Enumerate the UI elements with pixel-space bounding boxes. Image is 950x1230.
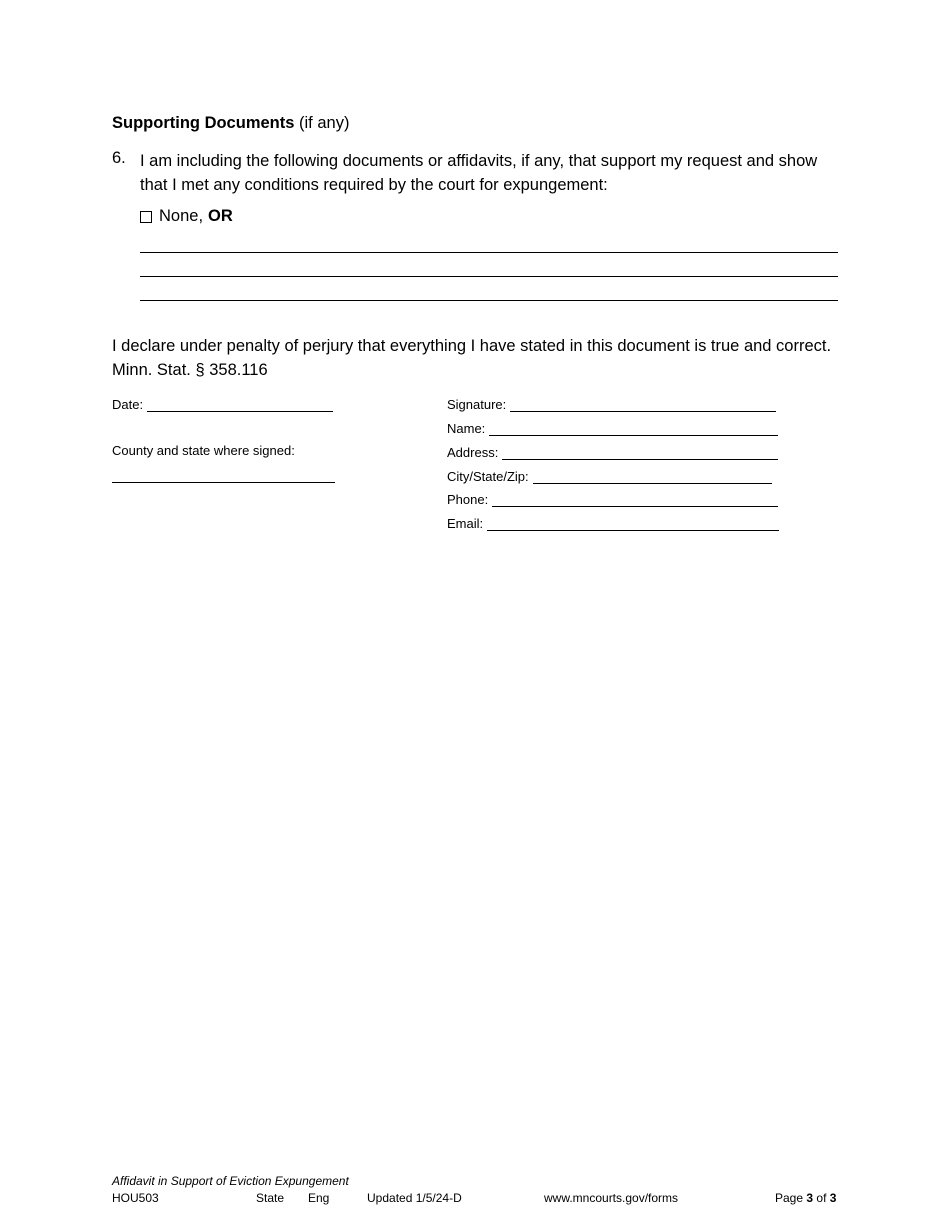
footer-form-id: HOU503	[112, 1191, 159, 1205]
name-input-line[interactable]	[489, 421, 778, 436]
document-line-3[interactable]	[140, 300, 838, 301]
or-label: OR	[208, 207, 233, 225]
signature-input-line[interactable]	[510, 397, 776, 412]
none-option[interactable]	[140, 207, 233, 226]
city-state-zip-field[interactable]	[447, 469, 772, 484]
signature-label: Signature:	[447, 397, 507, 412]
footer-updated: Updated 1/5/24-D	[367, 1191, 462, 1205]
page-current: 3	[806, 1191, 814, 1205]
none-label: None,	[159, 207, 204, 225]
declaration-text: I declare under penalty of perjury that everything I have stated in this document is true and correct. Minn. Stat. § 358.116	[112, 337, 832, 379]
none-checkbox[interactable]	[140, 211, 152, 223]
county-label: County and state where signed:	[112, 443, 295, 458]
footer-form-title: Affidavit in Support of Eviction Expungement	[112, 1174, 349, 1188]
phone-label: Phone:	[447, 492, 489, 507]
document-line-2[interactable]	[140, 276, 838, 277]
section-heading-rest: (if any)	[299, 114, 350, 132]
section-heading-bold: Supporting Documents	[112, 114, 295, 132]
email-field[interactable]	[447, 516, 779, 531]
city-state-zip-input-line[interactable]	[533, 469, 772, 484]
page-prefix: Page	[775, 1191, 804, 1205]
footer-url[interactable]: www.mncourts.gov/forms	[544, 1191, 679, 1205]
city-state-zip-label: City/State/Zip:	[447, 469, 529, 484]
date-label: Date:	[112, 397, 144, 412]
county-input-line[interactable]	[112, 482, 335, 483]
email-input-line[interactable]	[487, 516, 779, 531]
page-total: 3	[829, 1191, 837, 1205]
page-of: of	[816, 1191, 827, 1205]
signature-field[interactable]	[447, 397, 776, 412]
date-field[interactable]	[112, 397, 333, 412]
phone-field[interactable]	[447, 492, 778, 507]
address-field[interactable]	[447, 445, 778, 460]
email-label: Email:	[447, 516, 484, 531]
address-label: Address:	[447, 445, 499, 460]
phone-input-line[interactable]	[492, 492, 778, 507]
name-label: Name:	[447, 421, 486, 436]
footer-language: Eng	[308, 1191, 330, 1205]
item-text: I am including the following documents or affidavits, if any, that support my request and show that I met any conditions required by the court for expungement:	[140, 152, 818, 194]
name-field[interactable]	[447, 421, 778, 436]
item-number: 6.	[112, 149, 126, 167]
footer-jurisdiction: State	[256, 1191, 285, 1205]
address-input-line[interactable]	[502, 445, 778, 460]
footer-page-number	[775, 1191, 836, 1205]
document-line-1[interactable]	[140, 252, 838, 253]
date-input-line[interactable]	[147, 397, 333, 412]
section-heading	[112, 114, 349, 133]
